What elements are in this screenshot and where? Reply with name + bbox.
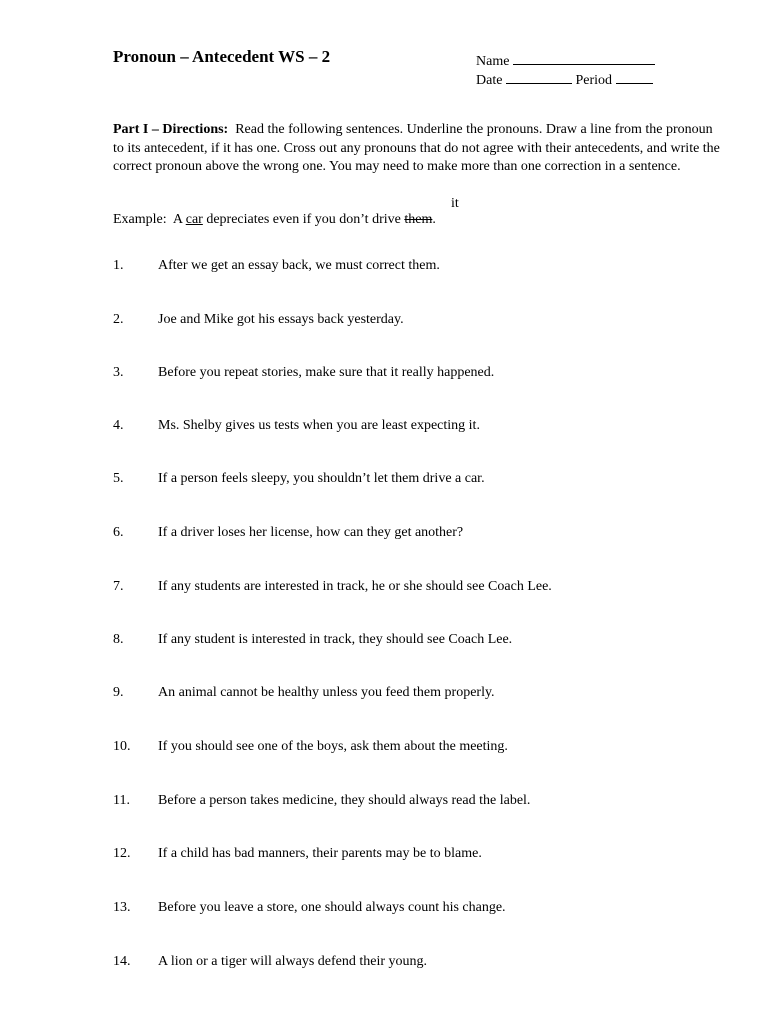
- item-number: 13.: [113, 900, 131, 915]
- sentence-item: [113, 312, 404, 328]
- example-label: Example:: [113, 212, 167, 227]
- directions-heading: Part I – Directions:: [113, 122, 229, 137]
- sentence-item: [113, 632, 512, 648]
- item-number: 14.: [113, 954, 131, 969]
- sentence-item: [113, 471, 485, 487]
- item-number: 3.: [113, 365, 124, 380]
- example-crossed-pronoun: them: [404, 212, 433, 227]
- item-number: 7.: [113, 579, 124, 594]
- item-text: If a child has bad manners, their parents may be to blame.: [158, 846, 482, 861]
- item-number: 9.: [113, 685, 124, 700]
- item-number: 5.: [113, 471, 124, 486]
- item-number: 12.: [113, 846, 131, 861]
- item-text: Joe and Mike got his essays back yesterday.: [158, 312, 404, 327]
- name-line: [476, 50, 655, 70]
- item-text: If a driver loses her license, how can they get another?: [158, 525, 464, 540]
- example-text-end: .: [432, 212, 436, 227]
- example-line: [113, 212, 436, 228]
- example-text-middle: depreciates even if you don’t drive: [202, 212, 405, 227]
- directions-text: Read the following sentences. Underline the pronouns. Draw a line from the pronoun to its antecedent, if it has one. Cross out any pronouns that do not agree with their antecedents, and write the correct pronoun above the wrong one. You may need to make more than one correction in a sentence.: [113, 122, 720, 174]
- item-number: 8.: [113, 632, 124, 647]
- example-text-start: A: [172, 212, 186, 227]
- date-blank: [506, 69, 572, 84]
- item-text: After we get an essay back, we must correct them.: [158, 258, 440, 273]
- sentence-item: [113, 900, 506, 916]
- item-number: 10.: [113, 739, 131, 754]
- period-label: Period: [575, 73, 612, 88]
- sentence-item: [113, 258, 440, 274]
- item-number: 1.: [113, 258, 124, 273]
- date-period-line: [476, 69, 653, 89]
- sentence-item: [113, 846, 482, 862]
- item-text: A lion or a tiger will always defend their young.: [158, 954, 428, 969]
- worksheet-title: Pronoun – Antecedent WS – 2: [113, 47, 331, 66]
- item-text: Ms. Shelby gives us tests when you are least expecting it.: [158, 418, 480, 433]
- date-label: Date: [476, 73, 503, 88]
- sentence-item: [113, 954, 427, 970]
- item-text: If any students are interested in track, he or she should see Coach Lee.: [158, 579, 552, 594]
- item-number: 4.: [113, 418, 124, 433]
- sentence-item: [113, 365, 494, 381]
- item-text: Before you repeat stories, make sure that it really happened.: [158, 365, 495, 380]
- item-number: 2.: [113, 312, 124, 327]
- item-text: If you should see one of the boys, ask them about the meeting.: [158, 739, 508, 754]
- directions-paragraph: [113, 121, 723, 177]
- sentence-item: [113, 685, 495, 701]
- name-label: Name: [476, 54, 510, 69]
- period-blank: [616, 69, 653, 84]
- sentence-item: [113, 525, 463, 541]
- item-text: If any student is interested in track, they should see Coach Lee.: [158, 632, 513, 647]
- sentence-item: [113, 739, 508, 755]
- sentence-item: [113, 418, 480, 434]
- sentence-item: [113, 579, 552, 595]
- item-number: 6.: [113, 525, 124, 540]
- item-text: Before you leave a store, one should always count his change.: [158, 900, 506, 915]
- name-blank: [513, 50, 655, 65]
- item-text: If a person feels sleepy, you shouldn’t let them drive a car.: [158, 471, 485, 486]
- example-antecedent: car: [185, 212, 203, 227]
- sentence-item: [113, 793, 530, 809]
- item-text: An animal cannot be healthy unless you feed them properly.: [158, 685, 495, 700]
- item-text: Before a person takes medicine, they should always read the label.: [158, 793, 531, 808]
- example-correction: it: [451, 196, 459, 211]
- item-number: 11.: [113, 793, 130, 808]
